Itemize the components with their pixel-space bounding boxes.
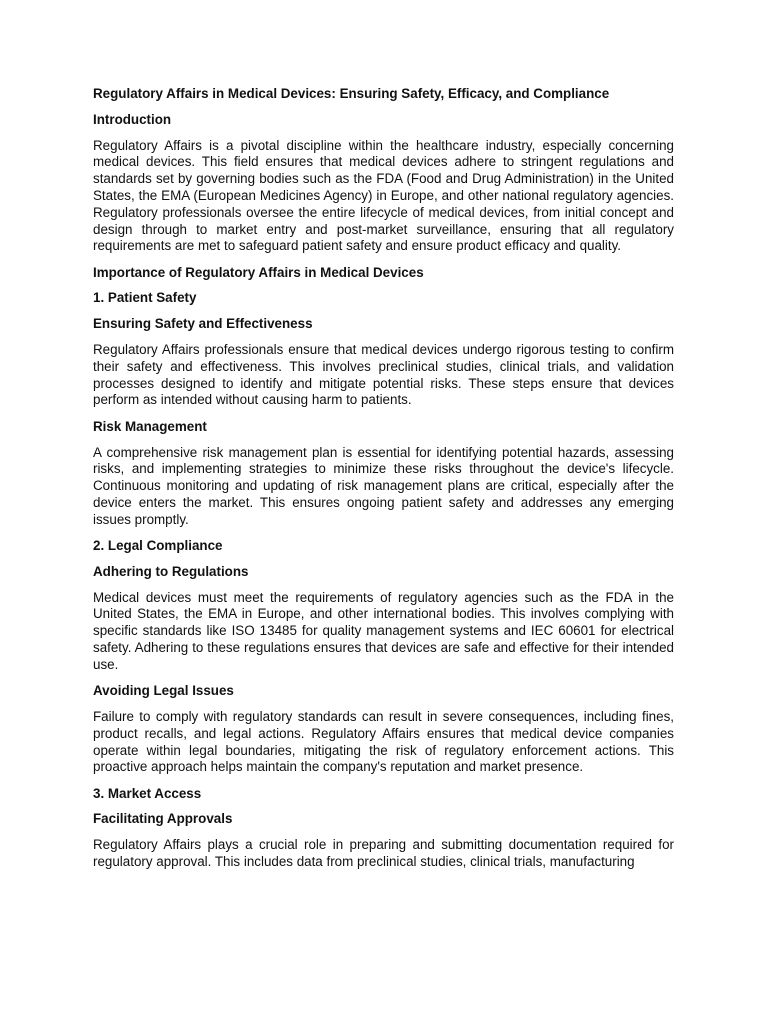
subsection-heading-facilitating-approvals: Facilitating Approvals [93, 811, 233, 827]
introduction-paragraph: Regulatory Affairs is a pivotal discipline within the healthcare industry, especially concerning medical devices. This field ensures that medical devices adhere to stringent regulations and standards set by governing bodies such as the FDA (Food and Drug Administration) in the United States, the EMA (European Medicines Agency) in Europe, and other national regulatory agencies. Regulatory professionals oversee the entire lifecycle of medical devices, from initial concept and design through to market entry and post-market surveillance, ensuring that all regulatory requirements are met to safeguard patient safety and ensure product efficacy and quality. [93, 137, 674, 254]
paragraph-adhering-regulations: Medical devices must meet the requirements of regulatory agencies such as the FDA in the United States, the EMA in Europe, and other international bodies. This involves complying with specific standards like ISO 13485 for quality management systems and IEC 60601 for electrical safety. Adhering to these regulations ensures that devices are safe and effective for their intended use. [93, 589, 674, 672]
subsection-heading-safety-effectiveness: Ensuring Safety and Effectiveness [93, 316, 313, 332]
subsection-heading-adhering-regulations: Adhering to Regulations [93, 563, 249, 579]
paragraph-facilitating-approvals: Regulatory Affairs plays a crucial role in preparing and submitting documentation required for regulatory approval. This includes data from preclinical studies, clinical trials, manufacturing [93, 837, 674, 869]
document-page [93, 86, 674, 880]
document-title: Regulatory Affairs in Medical Devices: Ensuring Safety, Efficacy, and Compliance [93, 86, 610, 101]
subsection-heading-avoiding-legal-issues: Avoiding Legal Issues [93, 683, 234, 699]
section-heading-market-access: 3. Market Access [93, 785, 202, 801]
paragraph-risk-management: A comprehensive risk management plan is essential for identifying potential hazards, assessing risks, and implementing strategies to minimize these risks throughout the device's lifecycle. Continuous monitoring and updating of risk management plans are critical, especially after the device enters the market. This ensures ongoing patient safety and addresses any emerging issues promptly. [93, 444, 674, 527]
introduction-heading: Introduction [93, 111, 172, 127]
subsection-heading-risk-management: Risk Management [93, 418, 207, 434]
importance-heading: Importance of Regulatory Affairs in Medical Devices [93, 264, 424, 280]
paragraph-safety-effectiveness: Regulatory Affairs professionals ensure that medical devices undergo rigorous testing to confirm their safety and effectiveness. This involves preclinical studies, clinical trials, and validation processes designed to identify and mitigate potential risks. These steps ensure that devices perform as intended without causing harm to patients. [93, 342, 674, 408]
section-heading-patient-safety: 1. Patient Safety [93, 290, 197, 306]
section-heading-legal-compliance: 2. Legal Compliance [93, 538, 223, 554]
paragraph-avoiding-legal-issues: Failure to comply with regulatory standards can result in severe consequences, including fines, product recalls, and legal actions. Regulatory Affairs ensures that medical device companies operate within legal boundaries, mitigating the risk of regulatory enforcement actions. This proactive approach helps maintain the company's reputation and market presence. [93, 708, 674, 775]
